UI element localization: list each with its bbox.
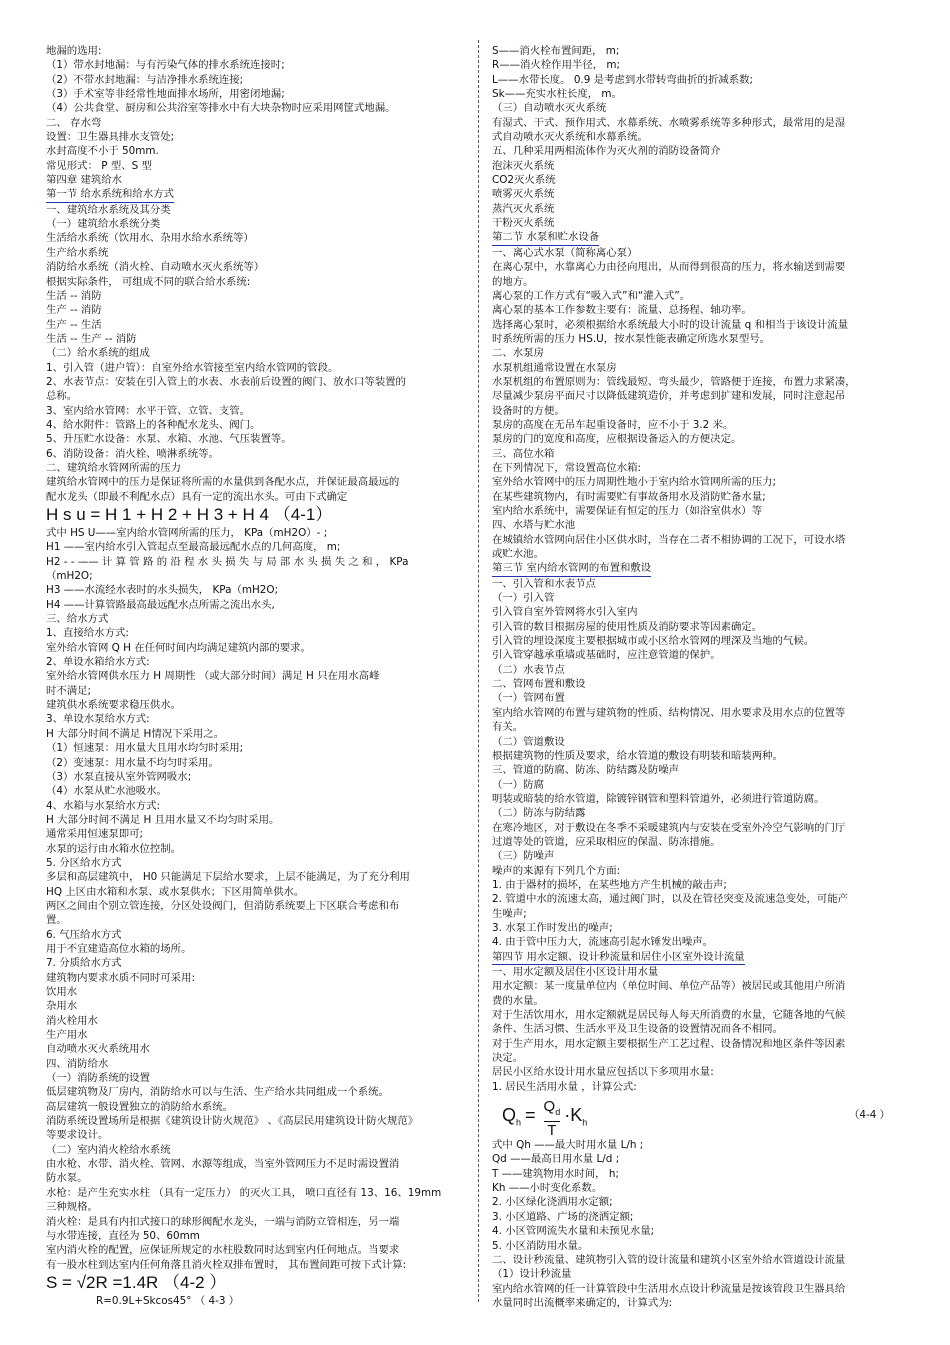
formula-lhs: $Q_h$ =	[502, 1104, 536, 1128]
text-line: 常见形式： P 型、S 型	[46, 159, 152, 172]
text-line: （1）设计秒流量	[492, 1268, 572, 1281]
text-line: 3、室内给水管网：水平干管、立管、支管。	[46, 404, 251, 417]
text-line: 噪声的来源有下列几个方面:	[492, 864, 621, 877]
text-line: H3 ——水流经水表时的水头损失， KPa（mH2O;	[46, 584, 279, 597]
text-line: 1、直接给水方式:	[46, 627, 129, 640]
text-line: （二）防冻与防结露	[492, 807, 586, 820]
text-line: 用于不宜建造高位水箱的场所。	[46, 942, 192, 955]
text-line: 对于生活饮用水，用水定额就是居民每人每天所消费的水量，它随各地的气候	[492, 1009, 846, 1022]
left-column	[46, 44, 468, 1308]
text-line: 3、单设水泵给水方式:	[46, 713, 150, 726]
formula-number: （4-4 ）	[848, 1109, 890, 1122]
text-line: 杂用水	[46, 1000, 78, 1013]
text-line: 居民小区给水设计用水量应包括以下多项用水量:	[492, 1066, 714, 1079]
section-heading	[492, 230, 904, 245]
heading-text: 第二节 水泵和贮水设备	[492, 230, 599, 245]
text-line: （1）恒速泵：用水量大且用水均匀时采用;	[46, 742, 244, 755]
text-line: 四、水塔与贮水池	[492, 519, 576, 532]
text-line: 室内消火栓的配置，应保证所规定的水柱股数同时达到室内任何地点。当要求	[46, 1244, 400, 1257]
text-line: 室内给水管网的布置与建筑物的性质、结构情况、用水要求及用水点的位置等	[492, 706, 846, 719]
text-line: 水泵的运行由水箱水位控制。	[46, 842, 182, 855]
text-line: 三种规格。	[46, 1201, 98, 1214]
text-line: 一、离心式水泵（简称离心泵）	[492, 246, 638, 259]
text-line: 4. 由于管中压力大，流速高引起水锤发出噪声。	[492, 936, 714, 949]
text-line: 第四章 建筑给水	[46, 174, 123, 187]
text-line: L——水带长度。 0.9 是考虑到水带转弯曲折的折减系数;	[492, 73, 754, 86]
text-line: 饮用水	[46, 986, 78, 998]
text-line: （一）管网布置	[492, 692, 565, 705]
text-line: 在某些建筑物内，有时需要贮有事故备用水及消防贮备水量;	[492, 490, 766, 503]
text-line: 二、建筑给水管网所需的压力	[46, 461, 182, 474]
text-line: 3. 小区道路、广场的浇洒定额;	[492, 1210, 634, 1223]
text-line: 水泵机组的布置原则为：管线最短、弯头最少，管路便于连接，布置力求紧凑，	[492, 375, 856, 388]
text-line: 引入管自室外管网将水引入室内	[492, 606, 638, 619]
text-line: 根据实际条件， 可组成不同的联合给水系统:	[46, 275, 251, 288]
text-line: 根据建筑物的性质及要求，给水管道的敷设有明装和暗装两种。	[492, 749, 783, 762]
text-line: CO2灭火系统	[492, 174, 556, 187]
text-line: 由水枪、水带、消火栓、管网、水源等组成，当室外管网压力不足时需设置消	[46, 1158, 400, 1171]
formula-4-4: $Q_h$ = $\frac{Q_d}{T}$ $\cdot K_h$ （4-4 ）	[502, 1098, 890, 1140]
text-line: 设备时的方便。	[492, 404, 565, 417]
text-line: 低层建筑物及厂房内，消防给水可以与生活、生产给水共同组成一个系统。	[46, 1086, 389, 1099]
heading-text: 第三节 室内给水管网的布置和敷设	[492, 561, 651, 576]
text-line: 对于生产用水，用水定额主要根据生产工艺过程、设备情况和地区条件等因素	[492, 1037, 846, 1050]
text-line: 水量同时出流概率来确定的，计算式为:	[492, 1296, 673, 1309]
text-line: 2、单设水箱给水方式:	[46, 656, 150, 669]
text-line: 引入管穿越承重墙或基础时，应注意管道的保护。	[492, 649, 721, 662]
text-line: 防水泵。	[46, 1172, 88, 1185]
text-line: 尽量减少泵房平面尺寸以降低建筑造价，并考虑到扩建和发展，同时注意起吊	[492, 390, 846, 403]
text-line: （一）引入管	[492, 592, 555, 605]
text-line: 水枪：是产生充实水柱 （具有一定压力） 的灭火工具， 喷口直径有 13、16、19mm	[46, 1186, 442, 1199]
text-line: 费的水量。	[492, 994, 544, 1007]
text-line: 决定。	[492, 1052, 524, 1065]
text-line: R=0.9L+Skcos45° （ 4-3 ）	[96, 1294, 240, 1307]
text-line: 通常采用恒速泵即可;	[46, 828, 144, 841]
text-line: H 大部分时间不满足 H情况下采用之。	[46, 727, 225, 740]
text-line: （1）带水封地漏：与有污染气体的排水系统连接时;	[46, 59, 285, 72]
text-line: 一、用水定额及居住小区设计用水量	[492, 966, 659, 978]
text-line: （二）给水系统的组成	[46, 347, 150, 360]
text-line: 设置：卫生器具排水支管处;	[46, 131, 175, 144]
text-line: 2. 小区绿化浇洒用水定额;	[492, 1196, 613, 1209]
text-line: （3）手术室等非经常性地面排水场所，用密闭地漏;	[46, 88, 285, 101]
text-line: 总称。	[46, 390, 78, 403]
text-line: 三、高位水箱	[492, 447, 555, 460]
text-line: 的地方。	[492, 275, 534, 288]
text-line: R——消火栓作用半径， m;	[492, 59, 621, 72]
text-line: 1. 居民生活用水量 ，计算公式:	[492, 1080, 637, 1093]
text-line: 有一股水柱到达室内任何角落且消火栓双排布置时， 其布置间距可按下式计算:	[46, 1258, 407, 1271]
text-line: S——消火栓布置间距， m;	[492, 45, 620, 57]
text-line: （mH2O;	[46, 570, 93, 583]
section-heading	[492, 561, 904, 576]
text-line: 三、给水方式	[46, 613, 109, 626]
text-line: 离心泵的基本工作参数主要有：流量、总扬程、轴功率。	[492, 304, 752, 317]
text-line: 2. 管道中水的流速太高，通过阀门时，以及在管径突变及流速急变处，可能产	[492, 893, 849, 906]
text-line: H 大部分时间不满足 H 且用水量又不均匀时采用。	[46, 813, 280, 826]
text-line: 两区之间由个别立管连接，分区处设阀门，但消防系统要上下区联合考虑和布	[46, 899, 400, 912]
text-line: 式自动喷水灭火系统和水幕系统。	[492, 131, 648, 144]
text-line: 室内给水系统中，需要保证有恒定的压力（如浴室供水）等	[492, 505, 763, 517]
text-line: （二）水表节点	[492, 663, 565, 676]
text-line: （三）防噪声	[492, 850, 555, 863]
heading-text: 第一节 给水系统和给水方式	[46, 187, 174, 202]
text-line: 生活 -- 消防	[46, 289, 102, 302]
text-line: 配水龙头（即最不利配水点）具有一定的流出水头。可由下式确定	[46, 490, 348, 503]
text-line: （4）公共食堂、厨房和公共浴室等排水中有大块杂物时应采用网筐式地漏。	[46, 102, 396, 115]
text-line: （4）水泵从贮水池吸水。	[46, 785, 167, 798]
text-line: 消防给水系统（消火栓、自动喷水灭火系统等）	[46, 261, 265, 274]
text-line: 式中 Qh ——最大时用水量 L/h ;	[492, 1139, 644, 1152]
text-line: 生产给水系统	[46, 246, 109, 259]
text-line: 在下列情况下，常设置高位水箱:	[492, 461, 641, 474]
text-line: HQ 上区由水箱和水泵、或水泵供水；下区用简单供水。	[46, 885, 305, 898]
text-line: 条件、生活习惯、生活水平及卫生设备的设置情况而各不相同。	[492, 1023, 783, 1036]
text-line: （一）消防系统的设置	[46, 1072, 150, 1085]
text-line: 泡沫灭火系统	[492, 159, 555, 172]
text-line: Qd ——最高日用水量 L/d ;	[492, 1153, 620, 1166]
formula-line: H s u = H 1 + H 2 + H 3 + H 4 （4-1）	[46, 505, 333, 524]
text-line: 四、消防给水	[46, 1057, 109, 1070]
text-line: 时不满足;	[46, 684, 92, 697]
text-line: （一）建筑给水系统分类	[46, 218, 161, 231]
text-line: 引入管的埋设深度主要根据城市或小区给水管网的埋深及当地的气候。	[492, 635, 815, 648]
text-line: 与水带连接，直径为 50、60mm	[46, 1229, 200, 1242]
text-line: 室外给水管网 Q H 在任何时间内均满足建筑内部的要求。	[46, 641, 311, 654]
right-column	[492, 44, 904, 1310]
text-line: 二、管网布置和敷设	[492, 678, 586, 691]
text-line: 7. 分质给水方式	[46, 957, 122, 970]
text-line: （2）变速泵：用水量不均匀时采用。	[46, 756, 219, 769]
text-line: 引入管的数目根据房屋的使用性质及消防要求等因素确定。	[492, 620, 763, 633]
text-line: 二、 存水弯	[46, 116, 102, 129]
text-line: 5. 小区消防用水量。	[492, 1239, 589, 1252]
text-line: Sk——充实水柱长度， m。	[492, 88, 622, 101]
text-line: 5. 分区给水方式	[46, 856, 122, 869]
text-line: 6、消防设备：消火栓、喷淋系统等。	[46, 447, 219, 460]
text-line: 一、引入管和水表节点	[492, 577, 596, 590]
formula-line: S = √2R =1.4R （4-2 ）	[46, 1272, 227, 1292]
text-line: （3）水泵直接从室外管网吸水;	[46, 770, 192, 783]
text-line: 建筑供水系统要求稳压供水。	[46, 699, 182, 712]
text-line: 干粉灭火系统	[492, 217, 555, 230]
text-line: 用水定额：某一度量单位内（单位时间、单位产品等）被居民或其他用户所消	[492, 980, 846, 993]
text-line: 消防系统设置场所是根据《建筑设计防火规范》 、《高层民用建筑设计防火规范》	[46, 1115, 419, 1128]
text-line: 6. 气压给水方式	[46, 928, 122, 941]
text-line: 4、给水附件：管路上的各种配水龙头、阀门。	[46, 418, 261, 431]
text-line: 建筑给水管网中的压力是保证将所需的水量供到各配水点，并保证最高最远的	[46, 476, 400, 489]
text-line: 水泵机组通常设置在水泵房	[492, 361, 617, 374]
text-line: 生产 -- 消防	[46, 304, 102, 317]
text-line: 过道等处的管道，应采取相应的保温、防冻措施。	[492, 835, 721, 848]
text-line: 在寒冷地区，对于敷设在冬季不采暖建筑内与安装在受室外冷空气影响的门厅	[492, 821, 846, 834]
text-line: 生活给水系统（饮用水、杂用水给水系统等）	[46, 232, 254, 245]
text-line: 自动喷水灭火系统用水	[46, 1043, 150, 1056]
text-line: 置。	[46, 914, 67, 927]
text-line: 泵房的高度在无吊车起重设备时，应不小于 3.2 米。	[492, 418, 734, 431]
text-line: 时系统所需的压力 HS.U，按水泵性能表确定所选水泵型号。	[492, 332, 770, 345]
section-heading	[46, 187, 468, 202]
text-line: H4 ——计算管路最高最远配水点所需之流出水头,	[46, 598, 275, 611]
text-line: Kh ——小时变化系数。	[492, 1182, 603, 1195]
text-line: 选择离心泵时，必须根据给水系统最大小时的设计流量 q 和相当于该设计流量	[492, 318, 849, 331]
text-line: 五、几种采用两相流体作为灭火剂的消防设备简介	[492, 145, 721, 158]
text-line: 室外给水管网供水压力 H 周期性 （或大部分时间）满足 H 只在用水高峰	[46, 670, 380, 683]
text-line: 室内给水管网的任一计算管段中生活用水点设计秒流量是按该管段卫生器具给	[492, 1282, 846, 1295]
text-line: 3. 水泵工作时发出的噪声;	[492, 921, 613, 934]
text-line: 有湿式、干式、预作用式、水幕系统、水喷雾系统等多种形式，最常用的是湿	[492, 116, 846, 129]
text-line: 5、升压贮水设备：水泵、水箱、水池、气压装置等。	[46, 433, 292, 446]
text-line: 二、水泵房	[492, 347, 544, 360]
text-line: （一）防腐	[492, 778, 544, 791]
text-line: H2 - - —— 计 算 管 路 的 沿 程 水 头 损 失 与 局 部 水 头 损 失 之 和 ， KPa	[46, 555, 409, 568]
text-line: 明装或暗装的给水管道，除镀锌钢管和塑料管道外，必须进行管道防腐。	[492, 792, 825, 805]
text-line: 在离心泵中，水靠离心力由径向甩出，从而得到很高的压力，将水输送到需要	[492, 261, 846, 274]
text-line: 2、水表节点：安装在引入管上的水表、水表前后设置的阀门、放水口等装置的	[46, 375, 406, 388]
text-line: 一、建筑给水系统及其分类	[46, 203, 171, 216]
section-heading	[492, 950, 904, 965]
text-line: 地漏的选用:	[46, 45, 102, 57]
text-line: 泵房的门的宽度和高度，应根据设备运入的方便决定。	[492, 433, 742, 446]
heading-text: 第四节 用水定额、设计秒流量和居住小区室外设计流量	[492, 950, 745, 965]
text-line: （二）管道敷设	[492, 735, 565, 748]
text-line: （二）室内消火栓给水系统	[46, 1143, 171, 1156]
text-line: 离心泵的工作方式有“吸入式”和“灌入式”。	[492, 289, 691, 302]
text-line: 4、水箱与水泵给水方式:	[46, 799, 161, 812]
text-line: 高层建筑一般设置独立的消防给水系统。	[46, 1100, 234, 1113]
text-line: 三、管道的防腐、防冻、防结露及防噪声	[492, 764, 680, 777]
formula-fraction: $\frac{Q_d}{T}$	[543, 1098, 561, 1140]
text-line: 建筑物内要求水质不同时可采用:	[46, 971, 195, 984]
text-line: 生噪声;	[492, 907, 527, 920]
text-line: 喷雾灭火系统	[492, 188, 555, 201]
text-line: 生产 -- 生活	[46, 318, 102, 331]
text-line: H1 ——室内给水引入管起点至最高最远配水点的几何高度， m;	[46, 541, 341, 554]
column-divider	[478, 40, 479, 1302]
text-line: 水封高度不小于 50mm.	[46, 145, 159, 158]
text-line: 生产用水	[46, 1029, 88, 1042]
text-line: 有关。	[492, 721, 524, 734]
text-line: 在城镇给水管网向居住小区供水时，当存在二者不相协调的工况下，可设水塔	[492, 533, 846, 546]
text-line: 或贮水池。	[492, 548, 544, 561]
text-line: （2）不带水封地漏：与洁净排水系统连接;	[46, 73, 244, 86]
text-line: 消火栓：是具有内扣式接口的球形阀配水龙头，一端与消防立管相连，另一端	[46, 1215, 400, 1228]
text-line: 蒸汽灭火系统	[492, 202, 555, 215]
text-line: 1. 由于器材的损坏，在某些地方产生机械的敲击声;	[492, 878, 727, 891]
text-line: 消火栓用水	[46, 1014, 98, 1027]
text-line: 4. 小区管网流失水量和未预见水量;	[492, 1225, 655, 1238]
text-line: 多层和高层建筑中， H0 只能满足下层给水要求，上层不能满足，为了充分利用	[46, 871, 410, 884]
text-line: 等要求设计。	[46, 1129, 109, 1142]
text-line: 1、引入管（进户管）：自室外给水管接至室内给水管网的管段。	[46, 361, 339, 374]
text-line: 生活 -- 生产 -- 消防	[46, 332, 137, 345]
text-line: 二、设计秒流量、建筑物引入管的设计流量和建筑小区室外给水管道设计流量	[492, 1253, 846, 1266]
text-line: 室外给水管网中的压力周期性地小于室内给水管网所需的压力;	[492, 476, 777, 489]
text-line: （三）自动喷水灭火系统	[492, 102, 607, 115]
text-line: T ——建筑物用水时间， h;	[492, 1167, 619, 1180]
text-line: 式中 HS U——室内给水管网所需的压力， KPa（mH2O）- ;	[46, 527, 328, 539]
